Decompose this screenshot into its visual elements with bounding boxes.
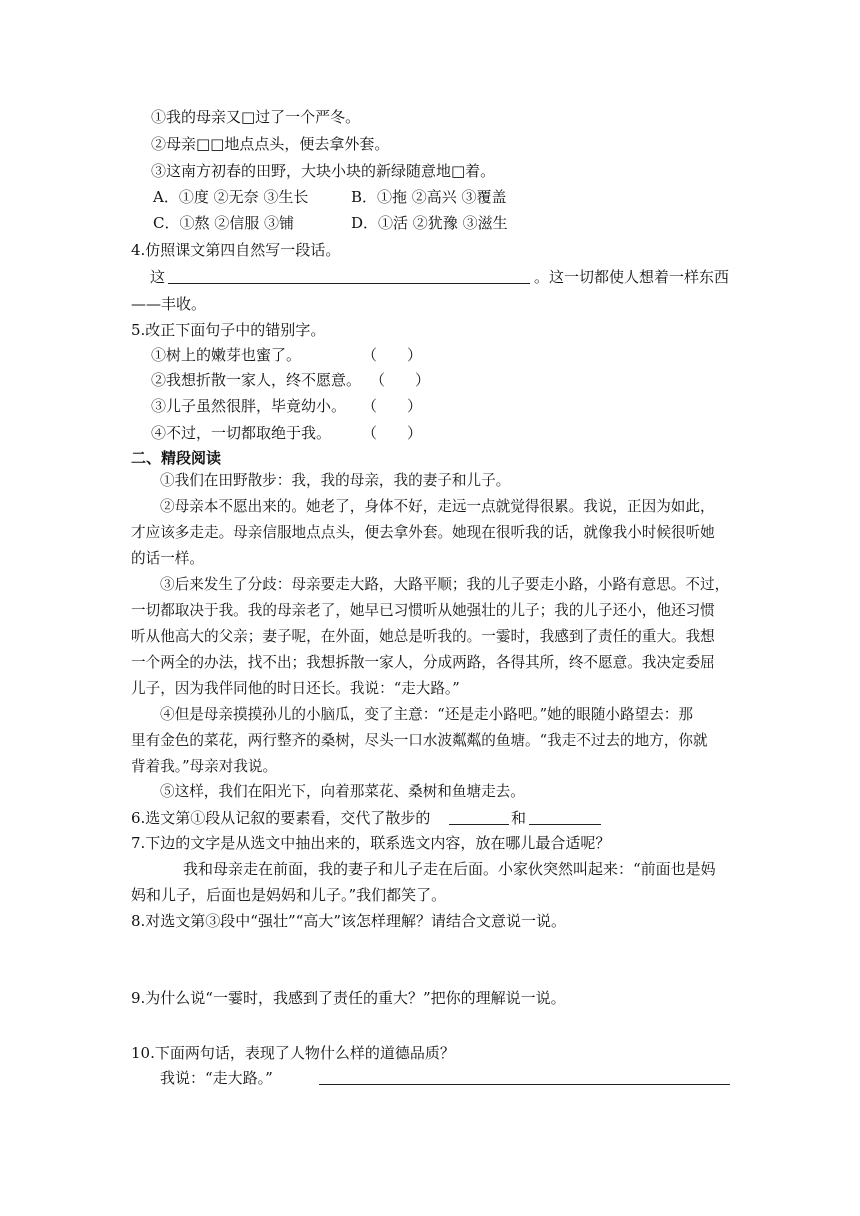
q8-title: 8.对选文第③段中“强壮”“高大”该怎样理解？请结合文意说一说。 bbox=[131, 912, 566, 930]
q3-option-a: A．①度 ②无奈 ③生长 bbox=[153, 188, 309, 206]
q5-title: 5.改正下面句子中的错别字。 bbox=[131, 321, 326, 339]
passage-para-1: ①我们在田野散步：我，我的母亲，我的妻子和儿子。 bbox=[160, 472, 511, 489]
q5-item-4: ④不过，一切都取绝于我。 bbox=[151, 424, 332, 442]
passage-para-4-line-3: 背着我。”母亲对我说。 bbox=[131, 758, 278, 775]
q6-text: 6.选文第①段从记叙的要素看，交代了散步的 bbox=[131, 809, 431, 827]
q6-and: 和 bbox=[511, 809, 527, 827]
q4-continuation: ——丰收。 bbox=[131, 295, 207, 313]
q3-option-c: C．①熬 ②信服 ③铺 bbox=[153, 214, 295, 232]
passage-para-5: ⑤这样，我们在阳光下，向着那菜花、桑树和鱼塘走去。 bbox=[160, 783, 525, 800]
q3-sentence-3: ③这南方初春的田野，大块小块的新绿随意地□着。 bbox=[151, 162, 496, 180]
passage-para-3-line-4: 一个两全的办法，找不出；我想拆散一家人，分成两路，各得其所，终不愿意。我决定委屈 bbox=[131, 654, 715, 671]
passage-para-3-line-5: 儿子，因为我伴同他的时日还长。我说：“走大路。” bbox=[131, 680, 460, 697]
passage-para-3-line-3: 听从他高大的父亲；妻子呢，在外面，她总是听我的。一霎时，我感到了责任的重大。我想 bbox=[131, 628, 715, 645]
q5-paren-3[interactable]: （ ） bbox=[362, 397, 423, 415]
q3-option-d: D．①活 ②犹豫 ③滋生 bbox=[351, 214, 508, 232]
passage-para-2-line-2: 才应该多走走。母亲信服地点点头，便去拿外套。她现在很听我的话，就像我小时候很听她 bbox=[131, 524, 715, 541]
q6-blank-1[interactable] bbox=[449, 824, 509, 825]
q5-item-1: ①树上的嫩芽也蜜了。 bbox=[151, 346, 302, 364]
q3-sentence-1: ①我的母亲又□过了一个严冬。 bbox=[151, 108, 361, 126]
q9-title: 9.为什么说“一霎时，我感到了责任的重大？”把你的理解说一说。 bbox=[131, 989, 566, 1007]
q4-start: 这 bbox=[150, 268, 166, 286]
q10-answer-line[interactable] bbox=[319, 1084, 730, 1085]
q5-paren-1[interactable]: （ ） bbox=[362, 346, 423, 364]
q7-title: 7.下边的文字是从选文中抽出来的，联系选文内容，放在哪儿最合适呢？ bbox=[131, 834, 611, 852]
passage-para-4-line-2: 里有金色的菜花，两行整齐的桑树，尽头一口水波粼粼的鱼塘。“我走不过去的地方，你就 bbox=[131, 732, 708, 749]
passage-para-3-line-2: 一切都取决于我。我的母亲老了，她早已习惯听从她强壮的儿子；我的儿子还小，他还习惯 bbox=[131, 602, 715, 619]
q5-item-2: ②我想折散一家人，终不愿意。 bbox=[151, 371, 362, 389]
passage-para-3-line-1: ③后来发生了分歧：母亲要走大路，大路平顺；我的儿子要走小路，小路有意思。不过， bbox=[160, 576, 730, 593]
q6-blank-2[interactable] bbox=[529, 824, 601, 825]
q7-excerpt-line-2: 妈和儿子，后面也是妈妈和儿子。”我们都笑了。 bbox=[131, 886, 447, 904]
q5-item-3: ③儿子虽然很胖，毕竟幼小。 bbox=[151, 397, 347, 415]
q10-title: 10.下面两句话，表现了人物什么样的道德品质？ bbox=[131, 1044, 455, 1062]
q3-sentence-2: ②母亲□□地点点头，便去拿外套。 bbox=[151, 135, 390, 153]
passage-para-4-line-1: ④但是母亲摸摸孙儿的小脑瓜，变了主意：“还是走小路吧。”她的眼随小路望去：那 bbox=[160, 706, 693, 723]
q3-option-b: B．①拖 ②高兴 ③覆盖 bbox=[351, 188, 507, 206]
q10-quote: 我说：“走大路。” bbox=[160, 1069, 273, 1087]
q7-excerpt-line-1: 我和母亲走在前面，我的妻子和儿子走在后面。小家伙突然叫起来：“前面也是妈 bbox=[183, 860, 716, 878]
q4-end: 。这一切都使人想着一样东西 bbox=[534, 268, 730, 286]
passage-para-2-line-3: 的话一样。 bbox=[131, 550, 204, 567]
section-heading: 二、精段阅读 bbox=[131, 449, 222, 467]
q5-paren-4[interactable]: （ ） bbox=[362, 424, 423, 442]
q5-paren-2[interactable]: （ ） bbox=[370, 371, 431, 389]
q4-title: 4.仿照课文第四自然写一段话。 bbox=[131, 241, 341, 259]
passage-para-2-line-1: ②母亲本不愿出来的。她老了，身体不好，走远一点就觉得很累。我说，正因为如此， bbox=[160, 498, 715, 515]
q4-answer-line[interactable] bbox=[168, 283, 530, 284]
